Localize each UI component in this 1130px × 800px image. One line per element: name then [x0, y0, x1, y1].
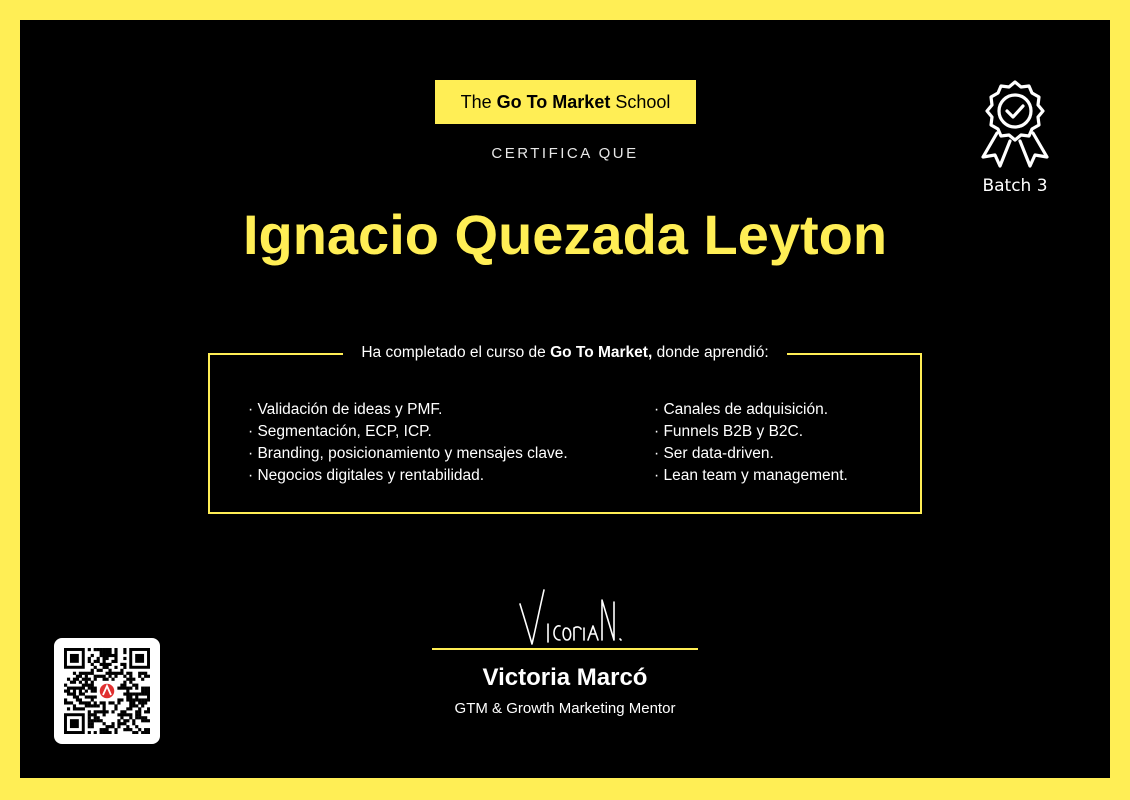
topics-list-right — [654, 399, 848, 487]
topics-list-left — [248, 399, 568, 487]
course-intro-prefix: Ha completado el curso de — [361, 344, 546, 361]
topic-item: · Segmentación, ECP, ICP. — [248, 423, 432, 440]
brand-name: Go To Market — [496, 91, 611, 112]
school-logo — [435, 80, 696, 124]
student-name: Ignacio Quezada Leyton — [242, 203, 888, 266]
batch-label: Batch 3 — [982, 176, 1048, 196]
award-ribbon-check-icon — [975, 78, 1055, 168]
handwritten-signature — [510, 582, 630, 652]
course-intro-suffix: donde aprendió: — [656, 344, 769, 361]
qr-code-card[interactable] — [54, 638, 160, 744]
topic-item: · Funnels B2B y B2C. — [654, 423, 804, 440]
signer-name: Victoria Marcó — [482, 664, 648, 691]
topic-item: · Negocios digitales y rentabilidad. — [248, 467, 485, 484]
brand-suffix: School — [615, 91, 671, 112]
course-name: Go To Market, — [550, 344, 653, 361]
course-intro — [210, 344, 920, 362]
topic-item: · Ser data-driven. — [654, 445, 774, 462]
certificate — [20, 20, 1110, 778]
certifies-label: CERTIFICA QUE — [491, 145, 639, 162]
topic-item: · Validación de ideas y PMF. — [248, 401, 443, 418]
topic-item: · Lean team y management. — [654, 467, 848, 484]
brand-prefix: The — [460, 91, 492, 112]
topic-item: · Branding, posicionamiento y mensajes clave. — [248, 445, 568, 462]
signature-line — [432, 648, 698, 650]
signer-role: GTM & Growth Marketing Mentor — [454, 700, 676, 717]
qr-code-icon — [64, 648, 150, 734]
course-summary-box — [208, 344, 922, 514]
topic-item: · Canales de adquisición. — [654, 401, 829, 418]
